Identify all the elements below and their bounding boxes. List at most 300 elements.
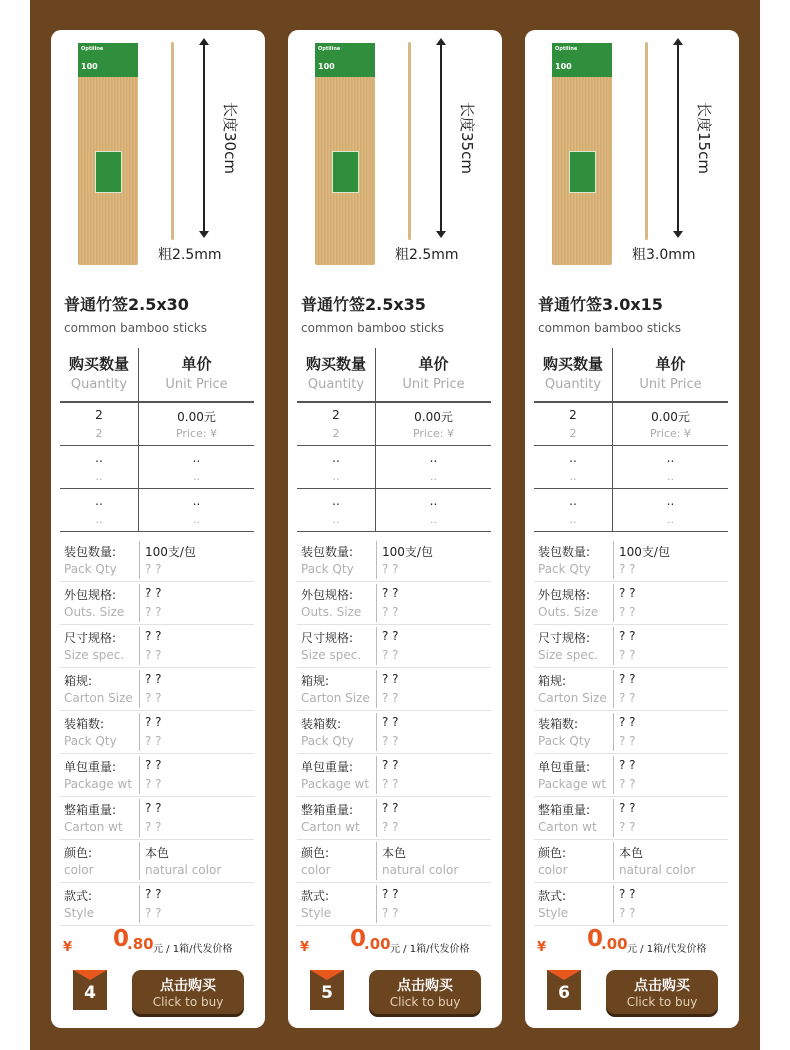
qty-value: 2 (569, 408, 577, 422)
spec-value-en: ? ? (382, 648, 399, 662)
spec-value-en: ? ? (382, 906, 399, 920)
single-stick-image (171, 42, 174, 240)
table-row (60, 403, 254, 446)
spec-row (534, 797, 728, 840)
spec-label: 尺寸规格: (64, 631, 117, 645)
spec-label-en: Carton Size (64, 691, 133, 705)
price-sub: Price: ¥ (649, 427, 692, 440)
spec-divider (613, 584, 614, 622)
price-note: 元 / 1箱/代发价格 (627, 944, 707, 955)
spec-value: ? ? (145, 629, 162, 643)
product-subtitle: common bamboo sticks (301, 321, 444, 335)
spec-value-en: ? ? (619, 777, 636, 791)
spec-divider (139, 756, 140, 794)
price-value: .. (429, 451, 438, 465)
spec-value: ? ? (619, 586, 636, 600)
spec-row (297, 625, 491, 668)
spec-value-en: ? ? (382, 605, 399, 619)
currency-symbol: ¥ (63, 940, 73, 955)
price-display (300, 926, 500, 958)
spec-divider (139, 799, 140, 837)
spec-label-en: Size spec. (64, 648, 125, 662)
length-label: 长度35cm (458, 102, 476, 174)
item-number-badge (73, 970, 107, 1010)
price-cell (376, 403, 491, 445)
price-sub: .. (667, 470, 674, 483)
spec-divider (139, 584, 140, 622)
qty-header-cn: 购买数量 (305, 355, 366, 373)
spec-label: 装包数量: (538, 545, 591, 559)
spec-label: 颜色: (301, 846, 330, 860)
spec-label-en: Outs. Size (64, 605, 125, 619)
spec-label-en: Pack Qty (301, 562, 354, 576)
package-count: 100 (318, 62, 335, 71)
spec-value-en: ? ? (382, 734, 399, 748)
package-sticker (332, 151, 359, 193)
product-subtitle: common bamboo sticks (538, 321, 681, 335)
price-header-en: Unit Price (402, 377, 465, 392)
spec-value-en: ? ? (145, 820, 162, 834)
price-cell (376, 446, 491, 488)
spec-label-en: Pack Qty (64, 562, 117, 576)
price-table (297, 348, 491, 532)
item-number-badge (547, 970, 581, 1010)
spec-label-en: Style (64, 906, 95, 920)
qty-sub: 2 (332, 427, 340, 440)
spec-divider (613, 627, 614, 665)
price-decimal: .80 (127, 935, 154, 953)
length-measure-arrow (440, 40, 442, 236)
qty-cell (534, 403, 612, 445)
spec-table (60, 539, 254, 926)
currency-symbol: ¥ (300, 940, 310, 955)
spec-row (297, 711, 491, 754)
price-value: .. (429, 494, 438, 508)
spec-label: 整箱重量: (301, 803, 354, 817)
spec-value: 100支/包 (145, 545, 196, 559)
spec-label-en: Pack Qty (301, 734, 354, 748)
spec-row (534, 711, 728, 754)
spec-label: 颜色: (64, 846, 93, 860)
spec-row (534, 625, 728, 668)
price-value: 0.00元 (651, 410, 690, 424)
spec-row (60, 625, 254, 668)
spec-value: 本色 (619, 846, 644, 860)
qty-value: .. (95, 451, 103, 465)
spec-label: 单包重量: (538, 760, 591, 774)
spec-label: 装箱数: (538, 717, 579, 731)
qty-cell (297, 403, 375, 445)
spec-divider (376, 885, 377, 923)
spec-row (297, 754, 491, 797)
spec-row (534, 539, 728, 582)
package-sticker (95, 151, 122, 193)
spec-divider (139, 670, 140, 708)
price-table-header (534, 348, 728, 403)
price-table-header (297, 348, 491, 403)
spec-value: ? ? (382, 801, 399, 815)
qty-value: .. (569, 451, 577, 465)
package-brand: Optiline (81, 46, 104, 52)
spec-label: 尺寸规格: (538, 631, 591, 645)
spec-value-en: ? ? (145, 605, 162, 619)
spec-label-en: Pack Qty (64, 734, 117, 748)
thickness-label: 粗2.5mm (158, 247, 222, 263)
spec-label: 装箱数: (64, 717, 105, 731)
spec-label-en: Carton Size (538, 691, 607, 705)
buy-button-label: 点击购买 (634, 978, 690, 994)
price-cell (613, 446, 728, 488)
spec-value: ? ? (619, 715, 636, 729)
package-label (315, 43, 375, 77)
length-measure-arrow (677, 40, 679, 236)
spec-divider (139, 627, 140, 665)
product-package-image[interactable] (552, 43, 612, 265)
spec-row (297, 797, 491, 840)
price-table (60, 348, 254, 532)
spec-label: 整箱重量: (64, 803, 117, 817)
spec-label-en: Package wt (301, 777, 370, 791)
spec-row (60, 582, 254, 625)
spec-value: ? ? (145, 887, 162, 901)
price-sub: .. (430, 513, 437, 526)
buy-button-label: 点击购买 (397, 978, 453, 994)
price-value: 0.00元 (177, 410, 216, 424)
spec-label: 装箱数: (301, 717, 342, 731)
spec-label-en: Carton wt (538, 820, 597, 834)
price-cell (376, 489, 491, 531)
price-decimal: .00 (601, 935, 628, 953)
spec-label: 箱规: (301, 674, 330, 688)
spec-value: ? ? (145, 715, 162, 729)
badge-notch (73, 970, 107, 980)
spec-label-en: Outs. Size (301, 605, 362, 619)
spec-label-en: Size spec. (301, 648, 362, 662)
thickness-label: 粗3.0mm (632, 247, 696, 263)
buy-button[interactable] (369, 970, 481, 1014)
qty-header-en: Quantity (544, 377, 602, 392)
price-value: 0.00元 (414, 410, 453, 424)
spec-label: 尺寸规格: (301, 631, 354, 645)
spec-value-en: ? ? (619, 562, 636, 576)
spec-label: 款式: (538, 889, 567, 903)
spec-row (297, 883, 491, 926)
price-value: .. (666, 451, 675, 465)
spec-value: 100支/包 (619, 545, 670, 559)
price-sub: .. (193, 470, 200, 483)
spec-value: 本色 (145, 846, 170, 860)
badge-number: 6 (558, 983, 570, 1003)
spec-label: 单包重量: (64, 760, 117, 774)
price-note: 元 / 1箱/代发价格 (390, 944, 470, 955)
spec-row (534, 668, 728, 711)
spec-value-en: ? ? (145, 691, 162, 705)
package-count: 100 (555, 62, 572, 71)
price-display (63, 926, 263, 958)
spec-value: ? ? (382, 758, 399, 772)
table-row (534, 403, 728, 446)
spec-row (60, 711, 254, 754)
price-sub: .. (430, 470, 437, 483)
spec-label-en: color (301, 863, 331, 877)
table-row (60, 446, 254, 489)
spec-value-en: ? ? (145, 562, 162, 576)
badge-number: 5 (321, 983, 333, 1003)
spec-divider (376, 670, 377, 708)
spec-value-en: ? ? (619, 691, 636, 705)
package-brand: Optiline (318, 46, 341, 52)
spec-label-en: Carton wt (64, 820, 123, 834)
spec-label: 箱规: (538, 674, 567, 688)
spec-value: 本色 (382, 846, 407, 860)
qty-header (534, 348, 612, 401)
spec-row (534, 840, 728, 883)
product-package-image[interactable] (78, 43, 138, 265)
spec-label: 款式: (64, 889, 93, 903)
spec-divider (376, 799, 377, 837)
price-table (534, 348, 728, 532)
price-header-cn: 单价 (181, 355, 212, 373)
product-title: 普通竹签3.0x15 (538, 295, 663, 314)
qty-cell (297, 446, 375, 488)
spec-divider (376, 541, 377, 579)
buy-button-label-en: Click to buy (152, 995, 224, 1009)
spec-label-en: color (64, 863, 94, 877)
price-value: .. (666, 494, 675, 508)
spec-label-en: Pack Qty (538, 562, 591, 576)
qty-cell (534, 446, 612, 488)
price-header-en: Unit Price (639, 377, 702, 392)
qty-value: .. (332, 451, 340, 465)
qty-header (297, 348, 375, 401)
table-row (297, 446, 491, 489)
spec-row (534, 883, 728, 926)
qty-sub: .. (95, 513, 103, 526)
price-header (613, 348, 728, 401)
spec-value: ? ? (145, 672, 162, 686)
price-cell (139, 489, 254, 531)
price-sub: Price: ¥ (412, 427, 455, 440)
single-stick-image (645, 42, 648, 240)
spec-divider (139, 885, 140, 923)
package-sticker (569, 151, 596, 193)
table-row (534, 489, 728, 532)
price-cell (613, 489, 728, 531)
length-label: 长度30cm (221, 102, 239, 174)
qty-cell (534, 489, 612, 531)
qty-sub: .. (569, 470, 577, 483)
spec-value: ? ? (145, 801, 162, 815)
spec-divider (376, 584, 377, 622)
spec-divider (613, 885, 614, 923)
spec-divider (376, 756, 377, 794)
qty-cell (60, 403, 138, 445)
table-row (297, 489, 491, 532)
price-display (537, 926, 737, 958)
spec-label-en: Package wt (64, 777, 133, 791)
spec-value-en: ? ? (145, 648, 162, 662)
price-integer: 0 (113, 926, 130, 952)
badge-notch (310, 970, 344, 980)
qty-header (60, 348, 138, 401)
price-cell (613, 403, 728, 445)
spec-value: ? ? (619, 672, 636, 686)
price-sub: Price: ¥ (175, 427, 218, 440)
qty-sub: .. (569, 513, 577, 526)
price-sub: .. (193, 513, 200, 526)
length-label: 长度15cm (695, 102, 713, 174)
spec-divider (376, 713, 377, 751)
spec-divider (613, 842, 614, 880)
table-row (297, 403, 491, 446)
spec-value: ? ? (382, 887, 399, 901)
product-card-1 (51, 30, 265, 1028)
spec-value-en: ? ? (382, 562, 399, 576)
spec-divider (613, 541, 614, 579)
product-visual (525, 30, 739, 282)
spec-value: ? ? (619, 758, 636, 772)
table-row (534, 446, 728, 489)
spec-row (534, 754, 728, 797)
buy-button-label-en: Click to buy (389, 995, 461, 1009)
spec-value-en: ? ? (145, 906, 162, 920)
spec-value: ? ? (619, 887, 636, 901)
price-header (139, 348, 254, 401)
spec-value-en: natural color (619, 863, 696, 877)
price-cell (139, 446, 254, 488)
qty-value: .. (332, 494, 340, 508)
price-value: .. (192, 494, 201, 508)
spec-value-en: ? ? (619, 605, 636, 619)
spec-divider (139, 541, 140, 579)
price-header (376, 348, 491, 401)
spec-row (60, 539, 254, 582)
qty-value: .. (569, 494, 577, 508)
product-subtitle: common bamboo sticks (64, 321, 207, 335)
spec-label: 装包数量: (301, 545, 354, 559)
spec-row (297, 668, 491, 711)
length-measure-arrow (203, 40, 205, 236)
spec-label: 整箱重量: (538, 803, 591, 817)
spec-label-en: color (538, 863, 568, 877)
spec-row (297, 582, 491, 625)
spec-label-en: Carton wt (301, 820, 360, 834)
spec-value: 100支/包 (382, 545, 433, 559)
price-cell (139, 403, 254, 445)
qty-header-en: Quantity (307, 377, 365, 392)
spec-value: ? ? (145, 758, 162, 772)
qty-header-en: Quantity (70, 377, 128, 392)
spec-value-en: ? ? (382, 820, 399, 834)
spec-divider (139, 713, 140, 751)
package-count: 100 (81, 62, 98, 71)
spec-value-en: ? ? (619, 820, 636, 834)
qty-sub: .. (95, 470, 103, 483)
spec-label-en: Pack Qty (538, 734, 591, 748)
spec-value: ? ? (619, 801, 636, 815)
spec-divider (139, 842, 140, 880)
spec-value: ? ? (382, 672, 399, 686)
spec-value-en: ? ? (619, 906, 636, 920)
price-table-header (60, 348, 254, 403)
qty-value: 2 (332, 408, 340, 422)
qty-sub: .. (332, 513, 340, 526)
badge-number: 4 (84, 983, 96, 1003)
spec-divider (613, 799, 614, 837)
spec-label-en: Package wt (538, 777, 607, 791)
spec-divider (613, 756, 614, 794)
badge-notch (547, 970, 581, 980)
product-package-image[interactable] (315, 43, 375, 265)
buy-button[interactable] (132, 970, 244, 1014)
package-label (78, 43, 138, 77)
qty-sub: 2 (569, 427, 577, 440)
spec-label: 装包数量: (64, 545, 117, 559)
package-brand: Optiline (555, 46, 578, 52)
spec-table (534, 539, 728, 926)
price-header-en: Unit Price (165, 377, 228, 392)
qty-value: 2 (95, 408, 103, 422)
spec-row (60, 883, 254, 926)
spec-value: ? ? (145, 586, 162, 600)
price-integer: 0 (350, 926, 367, 952)
spec-label-en: Style (538, 906, 569, 920)
qty-header-cn: 购买数量 (542, 355, 603, 373)
spec-row (297, 539, 491, 582)
table-row (60, 489, 254, 532)
price-value: .. (192, 451, 201, 465)
spec-table (297, 539, 491, 926)
price-decimal: .00 (364, 935, 391, 953)
spec-value: ? ? (619, 629, 636, 643)
buy-button-label-en: Click to buy (626, 995, 698, 1009)
product-visual (51, 30, 265, 282)
product-title: 普通竹签2.5x35 (301, 295, 426, 314)
thickness-label: 粗2.5mm (395, 247, 459, 263)
spec-value-en: natural color (382, 863, 459, 877)
spec-label: 外包规格: (64, 588, 117, 602)
package-label (552, 43, 612, 77)
spec-value: ? ? (382, 586, 399, 600)
qty-sub: .. (332, 470, 340, 483)
spec-row (60, 668, 254, 711)
spec-label: 单包重量: (301, 760, 354, 774)
spec-row (60, 840, 254, 883)
spec-value-en: ? ? (145, 777, 162, 791)
qty-cell (297, 489, 375, 531)
spec-value-en: ? ? (382, 691, 399, 705)
qty-cell (60, 446, 138, 488)
spec-label-en: Carton Size (301, 691, 370, 705)
spec-value: ? ? (382, 629, 399, 643)
spec-label: 外包规格: (301, 588, 354, 602)
spec-divider (613, 713, 614, 751)
buy-button-label: 点击购买 (160, 978, 216, 994)
spec-value-en: ? ? (382, 777, 399, 791)
spec-value-en: ? ? (619, 734, 636, 748)
buy-button[interactable] (606, 970, 718, 1014)
spec-divider (613, 670, 614, 708)
price-sub: .. (667, 513, 674, 526)
product-title: 普通竹签2.5x30 (64, 295, 189, 314)
spec-row (297, 840, 491, 883)
single-stick-image (408, 42, 411, 240)
product-card-2 (288, 30, 502, 1028)
spec-value-en: natural color (145, 863, 222, 877)
qty-header-cn: 购买数量 (68, 355, 129, 373)
spec-label: 颜色: (538, 846, 567, 860)
qty-cell (60, 489, 138, 531)
